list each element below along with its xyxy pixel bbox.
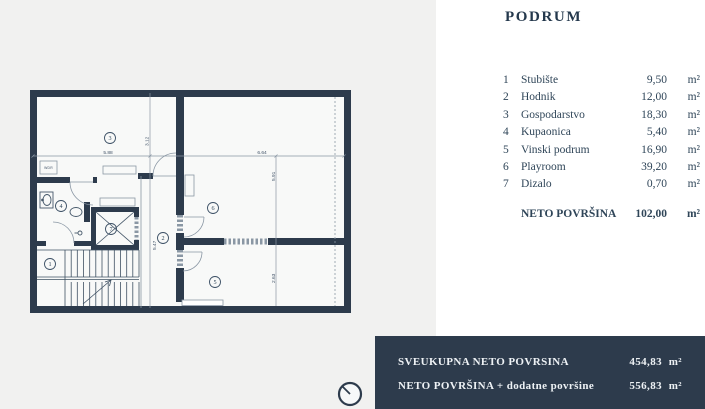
table-row: 5 Vinski podrum 16,90 m² (503, 143, 700, 156)
floor-plan (25, 78, 370, 323)
dim-room3-height: 3.12 (145, 136, 151, 146)
room-label-1: 1 (48, 261, 52, 269)
table-row: 4 Kupaonica 5,40 m² (503, 126, 700, 139)
table-row: 7 Dizalo 0,70 m² (503, 178, 700, 191)
room-label-5: 5 (213, 279, 217, 287)
summary-box (375, 336, 705, 409)
net-area-row: NETO POVRŠINA 102,00 m² (503, 206, 700, 223)
dim-room6-width: 6.64 (257, 151, 267, 156)
table-row: 3 Gospodarstvo 18,30 m² (503, 108, 700, 121)
room-label-7: 7 (109, 226, 113, 234)
dim-room5-height: 2.63 (272, 273, 277, 283)
table-row: 6 Playroom 39,20 m² (503, 161, 700, 174)
room-label-2: 2 (161, 235, 165, 243)
area-table-panel (503, 0, 700, 223)
rooms-table (503, 72, 700, 223)
summary-row-total-net: SVEUKUPNA NETO POVRSINA 454,83 m² (398, 355, 682, 368)
room-label-6: 6 (211, 205, 215, 213)
table-row: 1 Stubište 9,50 m² (503, 74, 700, 86)
north-arrow-icon (336, 380, 364, 408)
room-label-4: 4 (59, 203, 63, 211)
counter (103, 166, 136, 174)
net-area-value: 102,00 (635, 207, 667, 220)
duct-niche (185, 175, 194, 196)
washer-dryer-label: WDR (44, 166, 53, 170)
dim-hall-height: 5.47 (153, 240, 158, 250)
dim-room3-width: 5.88 (103, 151, 113, 156)
cabinet (100, 198, 135, 206)
window-niche (182, 300, 223, 306)
table-row: 2 Hodnik 12,00 m² (503, 91, 700, 104)
net-area-label: NETO POVRŠINA (521, 207, 617, 220)
dim-room6-height: 5.91 (272, 171, 277, 181)
page-title: PODRUM (505, 9, 583, 25)
summary-row-net-plus-extra: NETO POVRŠINA + dodatne površine 556,83 m² (398, 379, 682, 392)
room-label-3: 3 (108, 135, 112, 143)
